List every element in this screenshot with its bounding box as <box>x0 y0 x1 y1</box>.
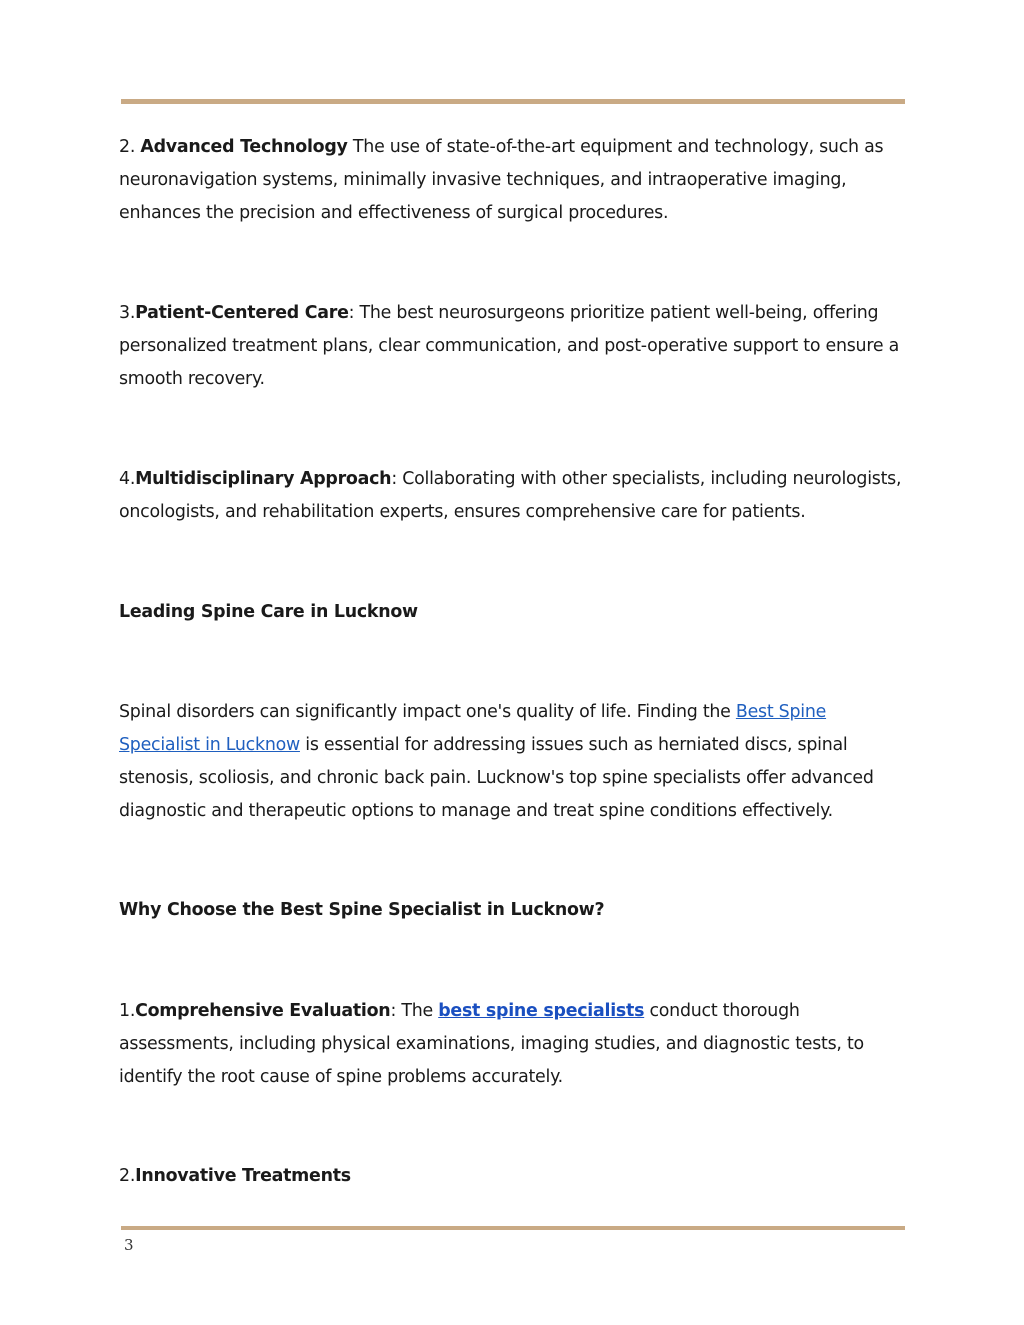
item-title: Advanced Technology <box>140 137 348 157</box>
top-divider <box>121 99 905 104</box>
best-spine-specialist-link[interactable]: Best Spine Specialist in Lucknow <box>119 702 827 755</box>
item-number: 2. <box>119 1166 136 1186</box>
item-number: 4. <box>119 469 136 489</box>
best-spine-specialists-link[interactable]: best spine specialists <box>438 1001 645 1021</box>
item-multidisciplinary-approach <box>119 463 909 529</box>
spine-care-paragraph <box>119 696 909 828</box>
item-patient-centered-care <box>119 297 909 396</box>
page-number: 3 <box>124 1236 134 1254</box>
item-text: : The best neurosurgeons prioritize patient well-being, offering personalized treatment plans, clear communication, and post-operative support to ensure a smooth recovery. <box>119 303 899 389</box>
item-text: : The <box>390 1001 439 1021</box>
item-advanced-technology <box>119 131 909 230</box>
item-number: 3. <box>119 303 136 323</box>
item-title: Patient-Centered Care <box>135 303 349 323</box>
item-number: 1. <box>119 1001 136 1021</box>
item-text: The use of state-of-the-art equipment and technology, such as neuronavigation systems, minimally invasive techniques, and intraoperative imaging, enhances the precision and effectiveness of surgical procedures. <box>119 137 884 223</box>
item-text: : Collaborating with other specialists, including neurologists, oncologists, and rehabilitation experts, ensures comprehensive care for patients. <box>119 469 902 522</box>
item-comprehensive-evaluation <box>119 995 909 1094</box>
paragraph-text: Spinal disorders can significantly impact one's quality of life. Finding the <box>119 702 736 722</box>
item-title: Comprehensive Evaluation <box>135 1001 391 1021</box>
section-heading-spine-care: Leading Spine Care in Lucknow <box>119 602 418 622</box>
item-title: Multidisciplinary Approach <box>135 469 392 489</box>
item-innovative-treatments <box>119 1160 909 1193</box>
item-text: conduct thorough assessments, including physical examinations, imaging studies, and diagnostic tests, to identify the root cause of spine problems accurately. <box>119 1001 864 1087</box>
section-heading-why-choose: Why Choose the Best Spine Specialist in Lucknow? <box>119 900 605 920</box>
paragraph-text: is essential for addressing issues such as herniated discs, spinal stenosis, scoliosis, and chronic back pain. Lucknow's top spine specialists offer advanced diagnostic and therapeutic options to manage and treat spine conditions effectively. <box>119 735 874 821</box>
item-number: 2. <box>119 137 141 157</box>
bottom-divider <box>121 1226 905 1230</box>
item-title: Innovative Treatments <box>135 1166 351 1186</box>
